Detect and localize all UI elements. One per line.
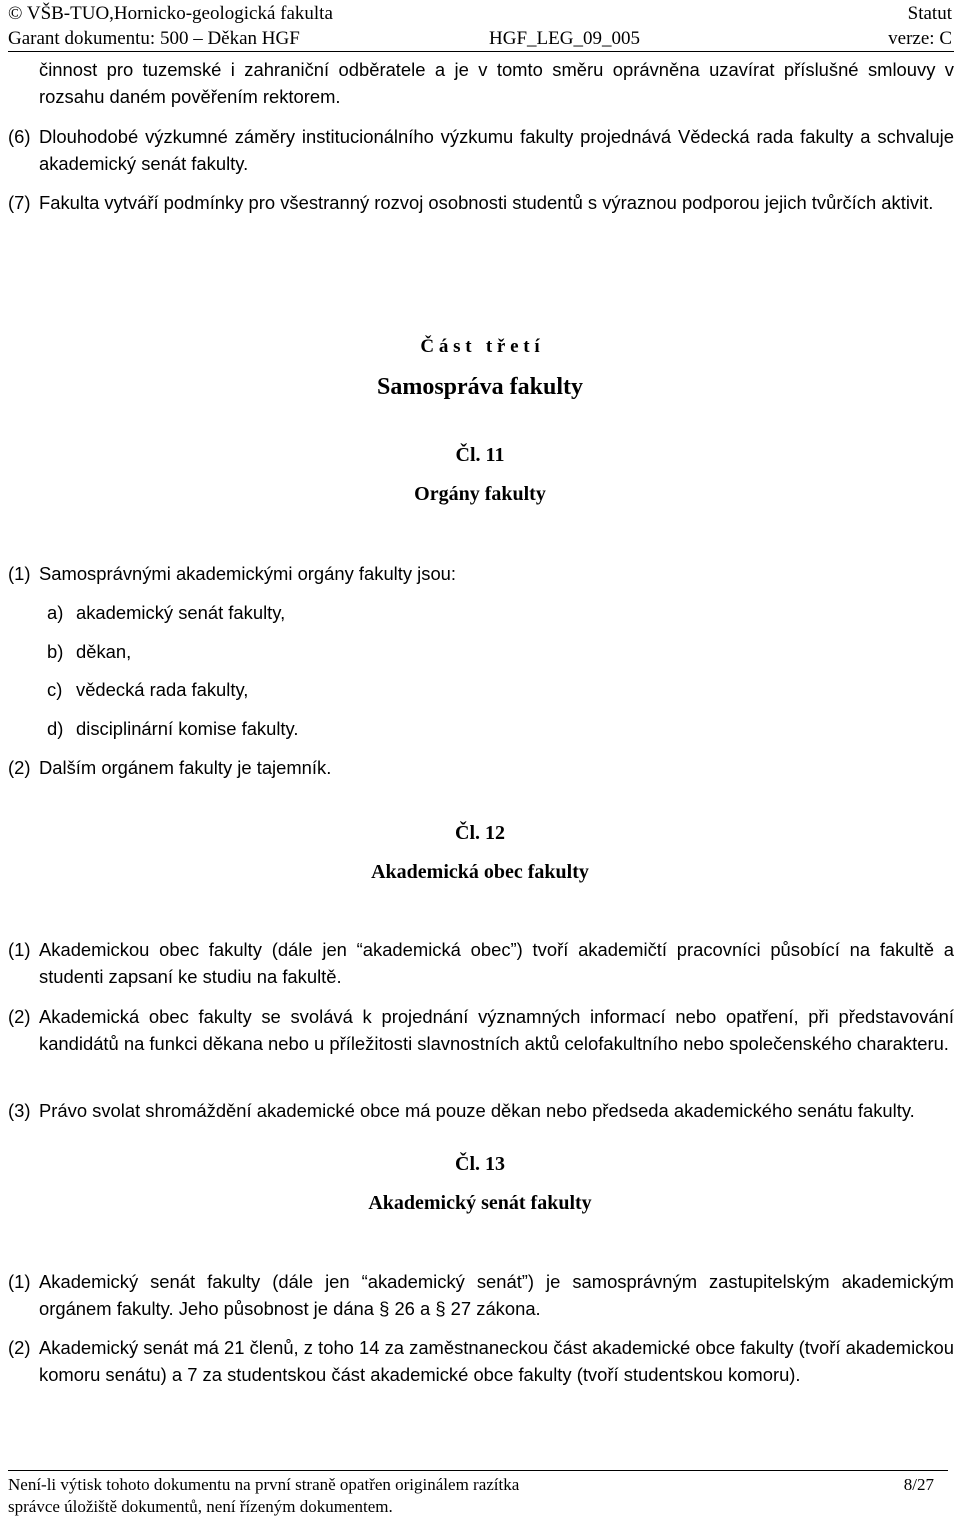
list-item bbox=[47, 676, 248, 703]
article-13-title: Akademický senát fakulty bbox=[368, 1192, 592, 1214]
paragraph-text: Akademický senát má 21 členů, z toho 14 za zaměstnaneckou část akademické obce fakulty (tvoří akademickou komoru senátu) a 7 za studentskou část akademické obce fakulty (tvoří studentskou komoru). bbox=[39, 1337, 954, 1385]
header-version: verze: C bbox=[888, 28, 952, 49]
list-letter: a) bbox=[47, 602, 64, 623]
list-letter: b) bbox=[47, 641, 64, 662]
paragraph-text: Akademická obec fakulty se svolává k projednání významných informací nebo opatření, při představování kandidátů na funkci děkana nebo u příležitosti slavnostních aktů celofakultního nebo společenského charakteru. bbox=[39, 1006, 954, 1054]
article-13-number: Čl. 13 bbox=[455, 1153, 505, 1175]
intro-continuation bbox=[8, 56, 954, 110]
list-letter: d) bbox=[47, 718, 64, 739]
paragraph-number: (3) bbox=[8, 1100, 31, 1121]
header-guarantor: Garant dokumentu: 500 – Děkan HGF bbox=[8, 28, 300, 49]
article-11-paragraph-1 bbox=[8, 560, 954, 587]
paragraph-number: (1) bbox=[8, 1271, 31, 1292]
article-13-paragraph-1 bbox=[8, 1268, 954, 1322]
intro-continuation-text: činnost pro tuzemské i zahraniční odběratele a je v tomto směru oprávněna uzavírat příslušné smlouvy v rozsahu daném pověřením rektorem. bbox=[39, 59, 954, 107]
footer-rule bbox=[8, 1470, 948, 1471]
footer-notice-line-2: správce úložiště dokumentů, není řízeným dokumentem. bbox=[8, 1497, 393, 1516]
paragraph-number: (6) bbox=[8, 126, 31, 147]
paragraph-text: Fakulta vytváří podmínky pro všestranný rozvoj osobnosti studentů s výraznou podporou jejich tvůrčích aktivit. bbox=[39, 192, 934, 213]
paragraph-7 bbox=[8, 189, 954, 216]
list-item bbox=[47, 715, 298, 742]
list-text: vědecká rada fakulty, bbox=[76, 679, 249, 700]
list-text: disciplinární komise fakulty. bbox=[76, 718, 299, 739]
part-title: Samospráva fakulty bbox=[376, 374, 584, 400]
header-copyright: © VŠB-TUO,Hornicko-geologická fakulta bbox=[8, 3, 333, 24]
article-12-title: Akademická obec fakulty bbox=[371, 861, 589, 883]
paragraph-text: Samosprávnými akademickými orgány fakulty jsou: bbox=[39, 563, 457, 584]
paragraph-number: (1) bbox=[8, 939, 31, 960]
article-13-paragraph-2 bbox=[8, 1334, 954, 1388]
paragraph-number: (1) bbox=[8, 563, 31, 584]
header-doc-code: HGF_LEG_09_005 bbox=[489, 28, 640, 49]
list-item bbox=[47, 599, 285, 626]
paragraph-number: (2) bbox=[8, 1337, 31, 1358]
paragraph-text: Dalším orgánem fakulty je tajemník. bbox=[39, 757, 332, 778]
article-12-paragraph-3 bbox=[8, 1097, 954, 1124]
article-11-title: Orgány fakulty bbox=[414, 483, 546, 505]
article-12-paragraph-2 bbox=[8, 1003, 954, 1057]
part-label: Č á s t t ř e t í bbox=[420, 336, 540, 357]
paragraph-text: Právo svolat shromáždění akademické obce má pouze děkan nebo předseda akademického senátu fakulty. bbox=[39, 1100, 915, 1121]
header-rule bbox=[8, 51, 954, 52]
article-11-paragraph-2 bbox=[8, 754, 954, 781]
paragraph-text: Akademický senát fakulty (dále jen “akademický senát”) je samosprávným zastupitelským akademickým orgánem fakulty. Jeho působnost je dána § 26 a § 27 zákona. bbox=[39, 1271, 954, 1319]
paragraph-number: (2) bbox=[8, 1006, 31, 1027]
list-text: akademický senát fakulty, bbox=[76, 602, 286, 623]
footer-page-number: 8/27 bbox=[903, 1475, 934, 1494]
paragraph-text: Dlouhodobé výzkumné záměry institucionálního výzkumu fakulty projednává Vědecká rada fakulty a schvaluje akademický senát fakulty. bbox=[39, 126, 954, 174]
header-doc-type: Statut bbox=[907, 3, 952, 24]
paragraph-number: (2) bbox=[8, 757, 31, 778]
paragraph-text: Akademickou obec fakulty (dále jen “akademická obec”) tvoří akademičtí pracovníci působící na fakultě a studenti zapsaní ke studiu na fakultě. bbox=[39, 939, 954, 987]
article-11-number: Čl. 11 bbox=[455, 444, 505, 466]
list-item bbox=[47, 638, 131, 665]
paragraph-6 bbox=[8, 123, 954, 177]
list-letter: c) bbox=[47, 679, 63, 700]
article-12-paragraph-1 bbox=[8, 936, 954, 990]
list-text: děkan, bbox=[76, 641, 132, 662]
paragraph-number: (7) bbox=[8, 192, 31, 213]
footer-notice-line-1: Není-li výtisk tohoto dokumentu na první straně opatřen originálem razítka bbox=[8, 1475, 520, 1494]
article-12-number: Čl. 12 bbox=[455, 822, 505, 844]
